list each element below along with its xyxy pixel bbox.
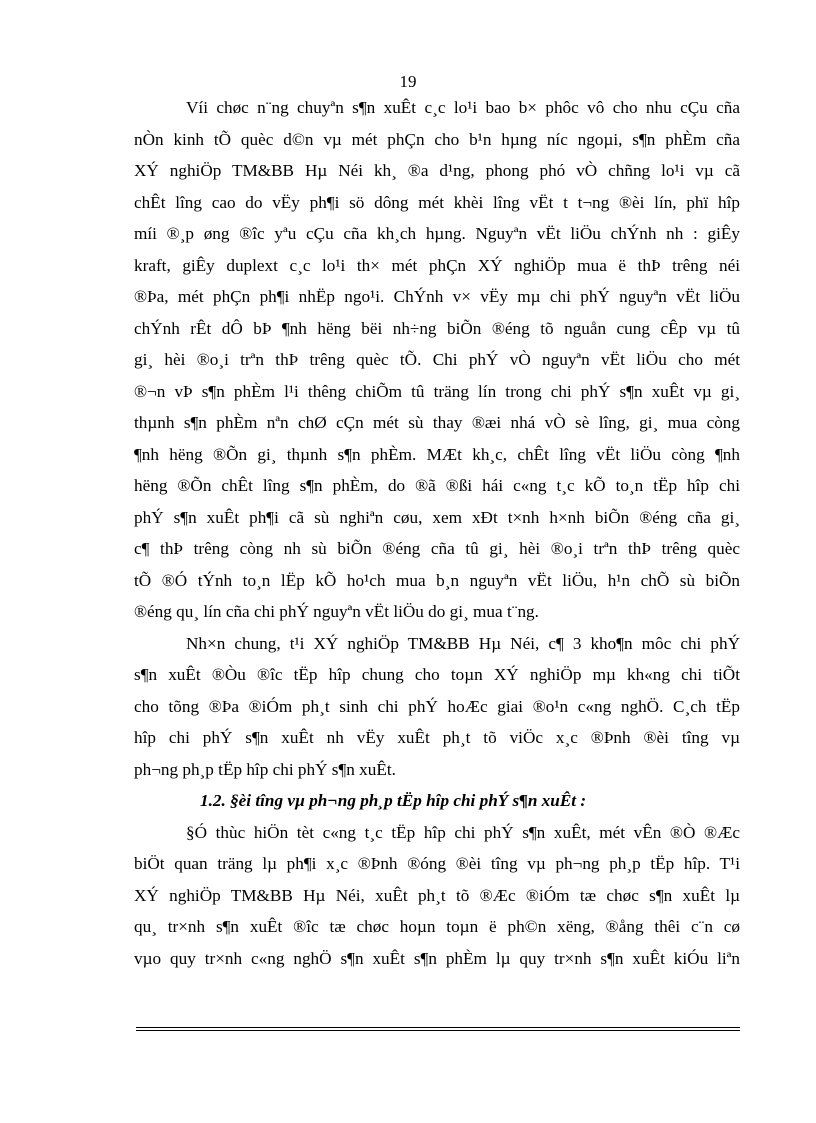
section-heading: 1.2. §èi tîng vµ ph¬ng ph¸p tËp hîp chi phÝ s¶n xuÊt : bbox=[200, 791, 587, 810]
text-line: hîp chi phÝ s¶n xuÊt nh vËy xuÊt ph¸t tõ viÖc x¸c ®Þnh ®èi tîng vµ bbox=[134, 728, 740, 747]
page-number: 19 bbox=[399, 72, 417, 91]
text-line: vµo quy tr×nh c«ng nghÖ s¶n xuÊt s¶n phÈm lµ quy tr×nh s¶n xuÊt kiÓu liªn bbox=[134, 948, 740, 968]
text-line: ®éng qu¸ lín cña chi phÝ nguyªn vËt liÖu do gi¸ mua t¨ng. bbox=[134, 602, 539, 621]
text-line: hëng ®Õn chÊt lîng s¶n phÈm, do ®ã ®ßi hái c«ng t¸c kÕ to¸n tËp hîp chi bbox=[134, 476, 740, 495]
text-line: nÒn kinh tÕ quèc d©n vµ mét phÇn cho b¹n hµng níc ngoµi, s¶n phÈm cña bbox=[134, 129, 740, 149]
paragraph-1 bbox=[134, 92, 740, 628]
text-line: tÕ ®Ó tÝnh to¸n lËp kÕ ho¹ch mua b¸n nguyªn vËt liÖu, h¹n chÕ sù biÕn bbox=[134, 570, 740, 590]
text-line: ph¬ng ph¸p tËp hîp chi phÝ s¶n xuÊt. bbox=[134, 759, 396, 779]
text-line: kraft, giÊy duplext c¸c lo¹i th× mét phÇn XÝ nghiÖp mua ë thÞ trêng néi bbox=[134, 255, 740, 275]
text-line: ®¬n vÞ s¶n phÈm l¹i thêng chiÕm tû träng lín trong chi phÝ s¶n xuÊt vµ gi¸ bbox=[134, 381, 740, 401]
text-line: §Ó thùc hiÖn tèt c«ng t¸c tËp hîp chi phÝ s¶n xuÊt, mét vÊn ®Ò ®Æc bbox=[186, 822, 740, 842]
text-line: chÊt lîng cao do vËy ph¶i sö dông mét khèi lîng vËt t t¬ng ®èi lín, phï hîp bbox=[134, 192, 740, 212]
paragraph-3 bbox=[134, 817, 740, 975]
text-line: qu¸ tr×nh s¶n xuÊt ®îc tæ chøc hoµn toµn ë ph©n xëng, ®ång thêi c¨n cø bbox=[134, 917, 740, 936]
paragraph-2 bbox=[134, 628, 740, 786]
text-line: s¶n xuÊt ®Òu ®îc tËp hîp chung cho toµn XÝ nghiÖp mµ kh«ng chi tiÕt bbox=[134, 665, 740, 684]
text-line: cho tõng ®Þa ®iÓm ph¸t sinh chi phÝ hoÆc giai ®o¹n c«ng nghÖ. C¸ch tËp bbox=[134, 696, 740, 716]
text-line: Nh×n chung, t¹i XÝ nghiÖp TM&BB Hµ Néi, c¶ 3 kho¶n môc chi phÝ bbox=[186, 633, 740, 653]
text-line: chÝnh rÊt dÔ bÞ ¶nh hëng bëi nh÷ng biÕn ®éng tõ nguån cung cÊp vµ tû bbox=[134, 318, 740, 338]
text-line: phÝ s¶n xuÊt ph¶i cã sù nghiªn cøu, xem xÐt t×nh h×nh biÕn ®éng cña gi¸ bbox=[134, 507, 740, 527]
text-line: XÝ nghiÖp TM&BB Hµ Néi kh¸ ®a d¹ng, phong phó vÒ chñng lo¹i vµ cã bbox=[134, 161, 740, 180]
text-line: Víi chøc n¨ng chuyªn s¶n xuÊt c¸c lo¹i bao b× phôc vô cho nhu cÇu cña bbox=[186, 98, 740, 117]
text-line: ®Þa, mét phÇn ph¶i nhËp ngo¹i. ChÝnh v× vËy mµ chi phÝ nguyªn vËt liÖu bbox=[134, 287, 740, 306]
text-line: XÝ nghiÖp TM&BB Hµ Néi, xuÊt ph¸t tõ ®Æc ®iÓm tæ chøc s¶n xuÊt lµ bbox=[134, 885, 740, 905]
text-line: gi¸ hèi ®o¸i trªn thÞ trêng quèc tÕ. Chi phÝ vÒ nguyªn vËt liÖu cho mét bbox=[134, 350, 740, 369]
text-line: c¶ thÞ trêng còng nh sù biÕn ®éng cña tû gi¸ hèi ®o¸i trªn thÞ trêng quèc bbox=[134, 539, 740, 558]
text-line: ¶nh hëng ®Õn gi¸ thµnh s¶n phÈm. MÆt kh¸c, chÊt lîng vËt liÖu còng ¶nh bbox=[134, 444, 740, 464]
body-text bbox=[134, 92, 740, 974]
text-line: biÖt quan träng lµ ph¶i x¸c ®Þnh ®óng ®èi tîng vµ ph¬ng ph¸p tËp hîp. T¹i bbox=[134, 854, 740, 873]
text-line: míi ®¸p øng ®îc yªu cÇu cña kh¸ch hµng. Nguyªn vËt liÖu chÝnh nh : giÊy bbox=[134, 224, 740, 243]
footer-divider bbox=[136, 1027, 740, 1031]
text-line: thµnh s¶n phÈm nªn chØ cÇn mét sù thay ®æi nhá vÒ sè lîng, gi¸ mua còng bbox=[134, 413, 740, 432]
